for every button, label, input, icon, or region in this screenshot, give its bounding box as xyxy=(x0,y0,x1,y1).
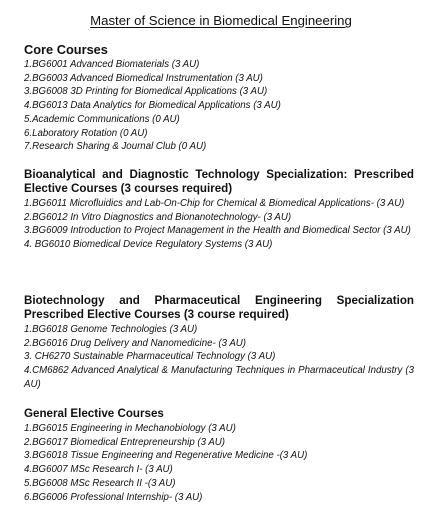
course-list xyxy=(24,422,414,504)
course-item: 6.Laboratory Rotation (0 AU) xyxy=(24,127,148,139)
course-item: 3. CH6270 Sustainable Pharmaceutical Technology (3 AU) xyxy=(24,351,276,363)
course-item: 2.BG6003 Advanced Biomedical Instrumentation (3 AU) xyxy=(24,72,263,84)
course-item: 2.BG6016 Drug Delivery and Nanomedicine- (3 AU) xyxy=(24,337,247,349)
section-heading: Core Courses xyxy=(24,42,108,57)
course-item: 4.BG6007 MSc Research I- (3 AU) xyxy=(24,464,173,476)
section-heading: Bioanalytical and Diagnostic Technology Specialization: Prescribed Elective Courses (3 courses required) xyxy=(24,168,414,195)
course-list xyxy=(24,58,414,154)
course-item: 5.BG6008 MSc Research II -(3 AU) xyxy=(24,477,176,489)
course-item: 3.BG6008 3D Printing for Biomedical Applications (3 AU) xyxy=(24,86,268,98)
section-general-electives xyxy=(24,407,414,504)
course-item: 6.BG6006 Professional Internship- (3 AU) xyxy=(24,491,203,503)
course-list xyxy=(24,197,414,252)
course-item: 1.BG6018 Genome Technologies (3 AU) xyxy=(24,324,198,335)
section-biotechnology-specialization xyxy=(24,294,414,392)
course-item: 7.Research Sharing & Journal Club (0 AU) xyxy=(24,141,207,153)
course-item: 1.BG6001 Advanced Biomaterials (3 AU) xyxy=(24,59,200,70)
document-title: Master of Science in Biomedical Engineering xyxy=(90,13,352,28)
section-core-courses xyxy=(24,42,414,154)
course-item: 4.BG6013 Data Analytics for Biomedical Applications (3 AU) xyxy=(24,100,281,112)
section-bioanalytical-specialization xyxy=(24,168,414,252)
course-item: 5.Academic Communications (0 AU) xyxy=(24,113,180,125)
section-heading: Biotechnology and Pharmaceutical Engineering Specialization Prescribed Elective Courses (3 course required) xyxy=(24,294,414,321)
course-item: 1.BG6011 Microfluidics and Lab-On-Chip for Chemical & Biomedical Applications- (3 AU) xyxy=(24,198,405,209)
course-list xyxy=(24,323,414,392)
course-item: 2.BG6017 Biomedical Entrepreneurship (3 AU) xyxy=(24,436,226,448)
course-item: 3.BG6009 Introduction to Project Management in the Health and Biomedical Sector (3 AU) xyxy=(24,225,411,237)
course-item: 4.CM6862 Advanced Analytical & Manufacturing Techniques in Pharmaceutical Industry (3 AU) xyxy=(24,365,414,390)
course-item: 2.BG6012 In Vitro Diagnostics and Bionanotechnology- (3 AU) xyxy=(24,211,292,223)
course-item: 1.BG6015 Engineering in Mechanobiology (3 AU) xyxy=(24,423,236,434)
course-item: 4. BG6010 Biomedical Device Regulatory Systems (3 AU) xyxy=(24,239,273,251)
course-item: 3.BG6018 Tissue Engineering and Regenerative Medicine -(3 AU) xyxy=(24,450,308,462)
section-heading: General Elective Courses xyxy=(24,407,164,420)
